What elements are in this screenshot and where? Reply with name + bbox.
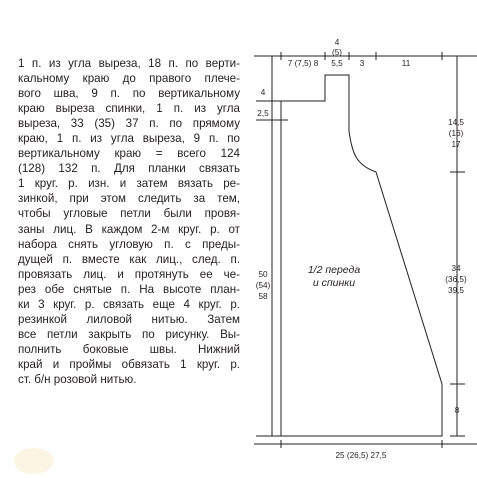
- dim-strap-top: 4: [334, 38, 340, 47]
- instruction-line: вертикальному краю = всего 124: [18, 147, 240, 161]
- dim-neck-depth: 2,5: [257, 109, 269, 118]
- instruction-line: край и проймы обвязать 1 круг. р.: [18, 357, 240, 371]
- instruction-line: дущей п. вместе как лиц., след. п.: [18, 252, 240, 266]
- instruction-line: рез обе снятые п. На высоте план-: [18, 282, 240, 296]
- instruction-line: вого шва, 9 п. по вертикальному: [18, 87, 240, 101]
- dim-side-2: (36,5): [445, 275, 467, 284]
- piece-caption-line1: 1/2 переда: [307, 264, 361, 276]
- instruction-line: 1 круг. р. изн. и затем вязать ре-: [18, 177, 240, 191]
- dim-armhole-2: (16): [448, 129, 464, 138]
- dim-strap-bot: 5,5: [331, 59, 343, 68]
- dim-total-height-3: 58: [258, 292, 268, 301]
- dim-bottom-width: 25 (26,5) 27,5: [335, 451, 387, 460]
- instruction-line: краю выреза спинки, 1 п. из угла: [18, 102, 240, 116]
- dim-total-height-2: (54): [255, 281, 271, 290]
- garment-outline: [281, 75, 442, 436]
- dim-strap-mid: (5): [331, 48, 343, 57]
- dim-side-3: 39,5: [448, 286, 464, 295]
- dim-top-right-width: 11: [401, 59, 411, 68]
- instruction-line: провязать лиц. и протянуть ее че-: [18, 267, 240, 281]
- dim-neck-slope: 3: [359, 59, 365, 68]
- instruction-line: ст. б/н розовой нитью.: [18, 372, 137, 386]
- instruction-line: заны лиц. В каждом 2-м круг. р. от: [18, 222, 240, 236]
- instruction-line: кальному краю до правого плече-: [18, 72, 240, 86]
- instruction-line: выреза, 33 (35) 37 п. по прямому: [18, 117, 240, 131]
- instruction-line: ки 3 круг. р. связать еще 4 круг. р.: [18, 297, 240, 311]
- dim-armhole-3: 17: [451, 140, 461, 149]
- dim-strap-height: 4: [260, 88, 266, 97]
- dim-top-left-width: 7 (7,5) 8: [287, 59, 319, 68]
- dim-hem: 8: [454, 406, 460, 415]
- instruction-line: чтобы угловые петли были провя-: [18, 207, 240, 221]
- instruction-line: краю, 1 п. из угла выреза, 9 п. по: [18, 132, 240, 146]
- instruction-line: зинкой, при этом следить за тем,: [18, 192, 240, 206]
- instruction-line: (128) 132 п. Для планки связать: [18, 162, 240, 176]
- instruction-line: все петли закрыть по рисунку. Вы-: [18, 327, 240, 341]
- piece-caption-line2: и спинки: [312, 277, 356, 289]
- instruction-line: полнить боковые швы. Нижний: [18, 342, 240, 356]
- dim-total-height-1: 50: [258, 270, 268, 279]
- dim-side-1: 34: [451, 264, 461, 273]
- instruction-line: набора снять угловую п. с преды-: [18, 237, 240, 251]
- dim-armhole-1: 14,5: [448, 118, 464, 127]
- instruction-line: 1 п. из угла выреза, 18 п. по верти-: [18, 57, 240, 70]
- instruction-line: резинкой лиловой нитью. Затем: [18, 312, 240, 326]
